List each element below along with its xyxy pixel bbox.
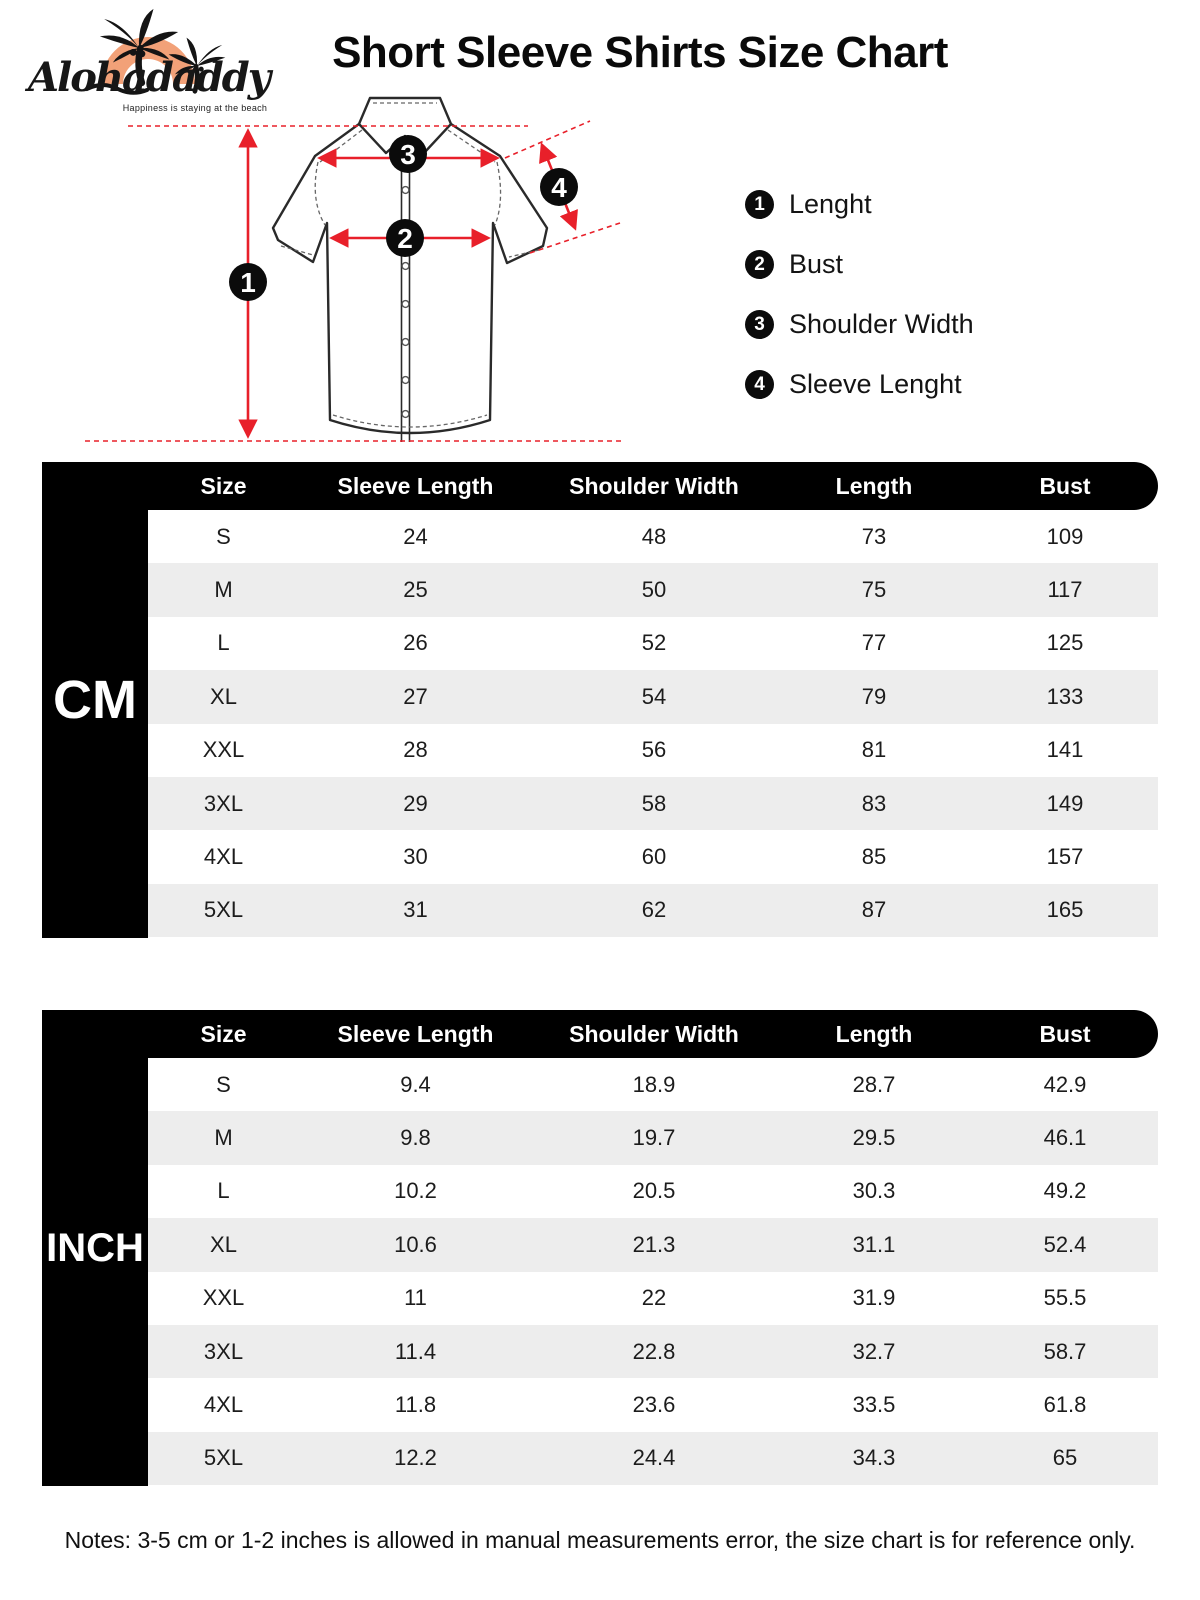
table-cell: 46.1	[1043, 1125, 1087, 1151]
table-cell: XXL	[202, 737, 245, 763]
table-cell: 133	[1046, 683, 1084, 709]
table-cell: 49.2	[1043, 1178, 1087, 1204]
legend-item	[745, 250, 974, 279]
table-cell: 48	[641, 523, 667, 549]
table-cell: 34.3	[852, 1445, 896, 1471]
table-cell: 9.8	[400, 1125, 431, 1151]
table-cell: 11.8	[394, 1392, 437, 1418]
table-cell: 10.6	[394, 1231, 437, 1257]
column-header: Shoulder Width	[569, 1020, 739, 1047]
legend-label: Bust	[789, 249, 844, 279]
column-header: Bust	[1039, 1020, 1091, 1047]
table-cell: XXL	[202, 1285, 245, 1311]
table-cell: 3XL	[203, 1338, 244, 1364]
table-cell: 55.5	[1043, 1285, 1087, 1311]
column-header: Length	[835, 1020, 913, 1047]
table-cell: 24.4	[632, 1445, 676, 1471]
table-cell: 81	[861, 737, 887, 763]
table-row	[148, 1325, 1158, 1378]
badge-1-number: 1	[240, 267, 256, 298]
size-table-cm	[42, 462, 1158, 938]
page-title: Short Sleeve Shirts Size Chart	[332, 28, 948, 77]
table-cell: 85	[861, 844, 887, 870]
table-cell: 11.4	[394, 1338, 437, 1364]
table-cell: 4XL	[203, 844, 244, 870]
table-row	[148, 563, 1158, 616]
legend-label: Lenght	[789, 189, 872, 219]
table-cell: 56	[641, 737, 667, 763]
legend-item	[745, 190, 974, 219]
table-cell: 141	[1046, 737, 1084, 763]
table-cell: 23.6	[632, 1392, 676, 1418]
table-cell: 5XL	[203, 1445, 244, 1471]
table-cell: 3XL	[203, 790, 244, 816]
table-cell: 9.4	[400, 1071, 431, 1097]
table-cell: L	[217, 1178, 230, 1204]
table-cell: 18.9	[632, 1071, 676, 1097]
table-cell: 31.9	[852, 1285, 896, 1311]
shirt-measurement-diagram	[80, 90, 640, 455]
table-cell: 31.1	[852, 1231, 896, 1257]
table-cell: 5XL	[203, 897, 244, 923]
table-cell: 75	[861, 577, 887, 603]
badge-2-number: 2	[397, 223, 413, 254]
legend-item	[745, 310, 974, 339]
table-cell: 27	[403, 683, 428, 709]
table-row	[148, 1272, 1158, 1325]
table-cell: 31	[403, 897, 428, 923]
table-cell: 65	[1052, 1445, 1078, 1471]
table-row	[148, 510, 1158, 563]
badge-4-number: 4	[551, 172, 567, 203]
table-cell: 4XL	[203, 1392, 244, 1418]
badge-3-number: 3	[400, 139, 416, 170]
legend-number-badge: 1	[745, 190, 774, 219]
table-row	[148, 1432, 1158, 1485]
table-cell: 73	[861, 523, 887, 549]
table-row	[148, 617, 1158, 670]
table-row	[148, 1218, 1158, 1271]
table-cell: M	[214, 1125, 233, 1151]
table-cell: 109	[1046, 523, 1084, 549]
column-header: Length	[835, 472, 913, 499]
table-body	[148, 510, 1158, 937]
table-cell: 42.9	[1043, 1071, 1087, 1097]
table-cell: 33.5	[852, 1392, 896, 1418]
column-header: Size	[200, 472, 247, 499]
legend-number-badge: 4	[745, 370, 774, 399]
table-cell: 87	[861, 897, 887, 923]
table-row	[148, 830, 1158, 883]
table-cell: 20.5	[632, 1178, 676, 1204]
table-cell: 77	[861, 630, 887, 656]
table-row	[148, 1058, 1158, 1111]
table-cell: 24	[403, 523, 428, 549]
table-row	[148, 1378, 1158, 1431]
table-cell: 117	[1047, 577, 1083, 603]
table-cell: 28	[403, 737, 428, 763]
legend-item	[745, 370, 974, 399]
unit-label-inch: INCH	[42, 1010, 148, 1486]
table-row	[148, 1165, 1158, 1218]
table-cell: 58.7	[1043, 1338, 1087, 1364]
table-body	[148, 1058, 1158, 1485]
table-cell: 58	[641, 790, 667, 816]
table-cell: 10.2	[394, 1178, 437, 1204]
size-table-inch	[42, 1010, 1158, 1486]
legend-label: Sleeve Lenght	[789, 369, 962, 399]
table-cell: 52	[641, 630, 667, 656]
table-row	[148, 724, 1158, 777]
table-cell: 12.2	[394, 1445, 437, 1471]
measurement-legend	[745, 190, 974, 399]
table-cell: 83	[861, 790, 887, 816]
table-header	[42, 1010, 1158, 1058]
table-cell: S	[216, 1071, 231, 1097]
column-header: Size	[200, 1020, 247, 1047]
table-cell: 157	[1046, 844, 1084, 870]
table-cell: 61.8	[1043, 1392, 1087, 1418]
table-cell: 21.3	[632, 1231, 676, 1257]
table-cell: XL	[210, 1231, 237, 1257]
table-cell: 62	[641, 897, 667, 923]
table-cell: 28.7	[852, 1071, 896, 1097]
column-header: Shoulder Width	[569, 472, 739, 499]
table-cell: 22	[641, 1285, 667, 1311]
column-header: Sleeve Length	[337, 1020, 494, 1047]
table-cell: 52.4	[1043, 1231, 1087, 1257]
legend-label: Shoulder Width	[789, 309, 974, 339]
table-cell: 26	[403, 630, 428, 656]
table-cell: L	[217, 630, 230, 656]
table-cell: 22.8	[632, 1338, 676, 1364]
unit-label-cm: CM	[42, 462, 148, 938]
table-cell: 11	[404, 1285, 427, 1311]
table-cell: 79	[861, 683, 887, 709]
table-row	[148, 1111, 1158, 1164]
column-header: Bust	[1039, 472, 1091, 499]
table-row	[148, 777, 1158, 830]
brand-tagline: Happiness is staying at the beach	[122, 103, 268, 113]
table-cell: 30.3	[852, 1178, 896, 1204]
column-header: Sleeve Length	[337, 472, 494, 499]
table-cell: 54	[641, 683, 667, 709]
notes-text: Notes: 3-5 cm or 1-2 inches is allowed in manual measurements error, the size chart is for reference only.	[64, 1527, 1136, 1553]
table-cell: 125	[1046, 630, 1084, 656]
table-cell: 50	[641, 577, 667, 603]
legend-number-badge: 3	[745, 310, 774, 339]
table-row	[148, 670, 1158, 723]
legend-number-badge: 2	[745, 250, 774, 279]
table-cell: S	[216, 523, 231, 549]
table-cell: M	[214, 577, 233, 603]
table-cell: 19.7	[632, 1125, 676, 1151]
table-cell: 25	[403, 577, 428, 603]
table-cell: 29	[403, 790, 428, 816]
brand-name: Alohadaddy	[28, 54, 269, 101]
table-cell: 29.5	[852, 1125, 896, 1151]
table-cell: 60	[641, 844, 667, 870]
table-cell: 149	[1046, 790, 1084, 816]
table-row	[148, 884, 1158, 937]
table-cell: 165	[1046, 897, 1084, 923]
table-cell: 32.7	[852, 1338, 896, 1364]
table-cell: XL	[210, 683, 237, 709]
table-cell: 30	[403, 844, 428, 870]
table-header	[42, 462, 1158, 510]
